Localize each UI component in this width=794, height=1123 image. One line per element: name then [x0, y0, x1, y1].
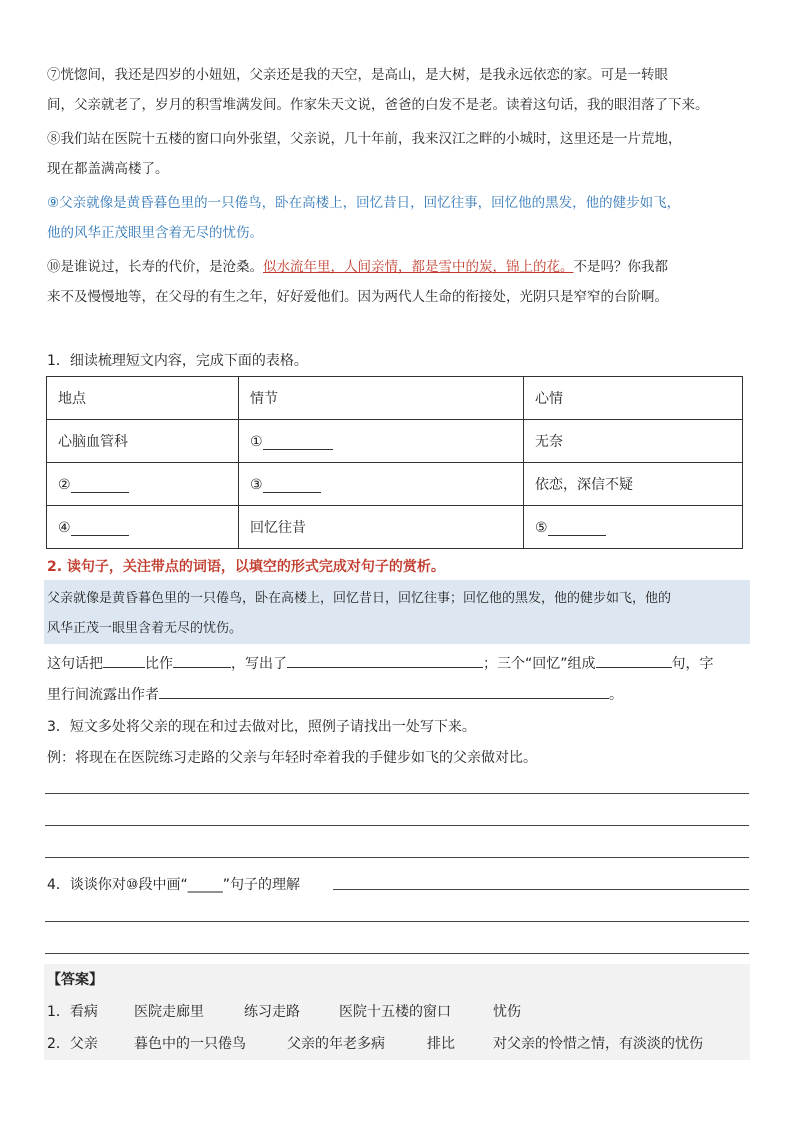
q2-blank-wrote[interactable]	[287, 651, 483, 668]
paragraph-10-text-a: ⑩是谁说过，长寿的代价，是沧桑。	[47, 259, 263, 275]
blank-number: ①	[250, 433, 263, 450]
q4-text: ”句子的理解	[222, 877, 300, 893]
answer-item: 排比	[427, 1036, 455, 1052]
table-cell: 无奈	[524, 420, 743, 463]
table-cell: 心脑血管科	[47, 420, 239, 463]
q2-blank-sentence-type[interactable]	[596, 651, 672, 668]
q2-text: 里行间流露出作者	[47, 687, 159, 703]
q2-text: 这句话把	[47, 656, 103, 672]
q2-fill-line-1	[47, 651, 714, 673]
q2-prompt: 2. 读句子，关注带点的词语，以填空的形式完成对句子的赏析。	[47, 559, 445, 575]
q2-text: 。	[609, 687, 623, 703]
q3-answer-line[interactable]	[45, 825, 749, 826]
table-cell: 回忆往昔	[239, 506, 524, 549]
blank-line	[263, 476, 321, 493]
answer-item: 医院十五楼的窗口	[339, 1004, 451, 1020]
answer-item: 医院走廊里	[134, 1004, 204, 1020]
paragraph-10-underlined-sentence: 似水流年里，人间亲情，都是雪中的炭，锦上的花。	[263, 259, 574, 275]
paragraph-9-line-2: 他的风华正茂眼里含着无尽的忧伤。	[47, 225, 263, 241]
paragraph-8-line-2: 现在都盖满高楼了。	[47, 161, 169, 177]
q4-text: _____	[187, 877, 223, 893]
q4-answer-line[interactable]	[333, 889, 749, 890]
q1-table	[46, 376, 743, 549]
table-row	[47, 506, 743, 549]
table-header-cell: 情节	[239, 377, 524, 420]
q4-answer-line[interactable]	[45, 953, 749, 954]
paragraph-7-line-2: 间，父亲就老了，岁月的积雪堆满发间。作家朱天文说，爸爸的白发不是老。读着这句话，我的眼泪落了下来。	[47, 97, 709, 113]
paragraph-10-text-b: 不是吗？你我都	[573, 259, 668, 275]
table-header-cell: 心情	[524, 377, 743, 420]
paragraph-9-line-1: ⑨父亲就像是黄昏暮色里的一只倦鸟，卧在高楼上，回忆昔日，回忆往事，回忆他的黑发，他的健步如飞，	[47, 195, 681, 211]
q4-prompt	[47, 874, 300, 894]
blank-number: ⑤	[535, 519, 548, 536]
paragraph-10-line-1	[47, 252, 757, 282]
blank-number: ②	[58, 476, 71, 493]
q2-quote-line-2: 风华正茂一眼里含着无尽的忧伤。	[47, 621, 243, 636]
answer-item: 暮色中的一只倦鸟	[134, 1036, 246, 1052]
q3-example: 例：将现在在医院练习走路的父亲与年轻时牵着我的手健步如飞的父亲做对比。	[47, 750, 537, 766]
q2-text: ，写出了	[231, 656, 287, 672]
blank-number: ③	[250, 476, 263, 493]
answer-item: 忧伤	[493, 1004, 521, 1020]
answer-item: 父亲的年老多病	[287, 1036, 385, 1052]
q2-text: 比作	[145, 656, 173, 672]
table-cell-blank[interactable]	[239, 420, 524, 463]
answer-item: 2．父亲	[47, 1036, 98, 1052]
blank-line	[71, 476, 129, 493]
table-cell-blank[interactable]	[239, 463, 524, 506]
table-header-cell: 地点	[47, 377, 239, 420]
table-row	[47, 420, 743, 463]
q2-text: 句，字	[671, 656, 714, 672]
q2-blank-object[interactable]	[173, 651, 231, 668]
blank-number: ④	[58, 519, 71, 536]
q2-blank-feeling[interactable]	[159, 682, 609, 699]
q2-quote-line-1: 父亲就像是黄昏暮色里的一只倦鸟，卧在高楼上，回忆昔日，回忆往事；回忆他的黑发，他的健步如飞，他的	[47, 591, 672, 606]
table-row	[47, 463, 743, 506]
q3-prompt: 3．短文多处将父亲的现在和过去做对比，照例子请找出一处写下来。	[47, 719, 476, 735]
q2-blank-subject[interactable]	[103, 651, 145, 668]
table-header-row	[47, 377, 743, 420]
q3-answer-line[interactable]	[45, 793, 749, 794]
paragraph-8-line-1: ⑧我们站在医院十五楼的窗口向外张望，父亲说，几十年前，我来汉江之畔的小城时，这里还是一片荒地，	[47, 131, 682, 147]
answer-title: 【答案】	[47, 972, 103, 988]
paragraph-7-line-1: ⑦恍惚间，我还是四岁的小妞妞，父亲还是我的天空，是高山，是大树，是我永远依恋的家。可是一转眼	[47, 67, 668, 83]
blank-line	[71, 519, 129, 536]
table-cell-blank[interactable]	[524, 506, 743, 549]
table-cell-blank[interactable]	[47, 506, 239, 549]
blank-line	[548, 519, 606, 536]
answer-item: 练习走路	[244, 1004, 300, 1020]
q2-fill-line-2	[47, 682, 623, 704]
answer-item: 对父亲的怜惜之情，有淡淡的忧伤	[493, 1036, 703, 1052]
passage	[47, 60, 757, 312]
answer-item: 1．看病	[47, 1004, 98, 1020]
q4-text: 4．谈谈你对⑩段中画“	[47, 877, 188, 893]
q4-answer-line[interactable]	[45, 921, 749, 922]
table-cell-blank[interactable]	[47, 463, 239, 506]
blank-line	[263, 433, 333, 450]
paragraph-10-line-2: 来不及慢慢地等，在父母的有生之年，好好爱他们。因为两代人生命的衔接处，光阴只是窄窄的台阶啊。	[47, 289, 668, 305]
table-cell: 依恋，深信不疑	[524, 463, 743, 506]
q2-text: ；三个“回忆”组成	[483, 656, 596, 672]
q1-prompt: 1．细读梳理短文内容，完成下面的表格。	[47, 353, 308, 369]
q3-answer-line[interactable]	[45, 857, 749, 858]
q2-quote	[47, 584, 752, 644]
